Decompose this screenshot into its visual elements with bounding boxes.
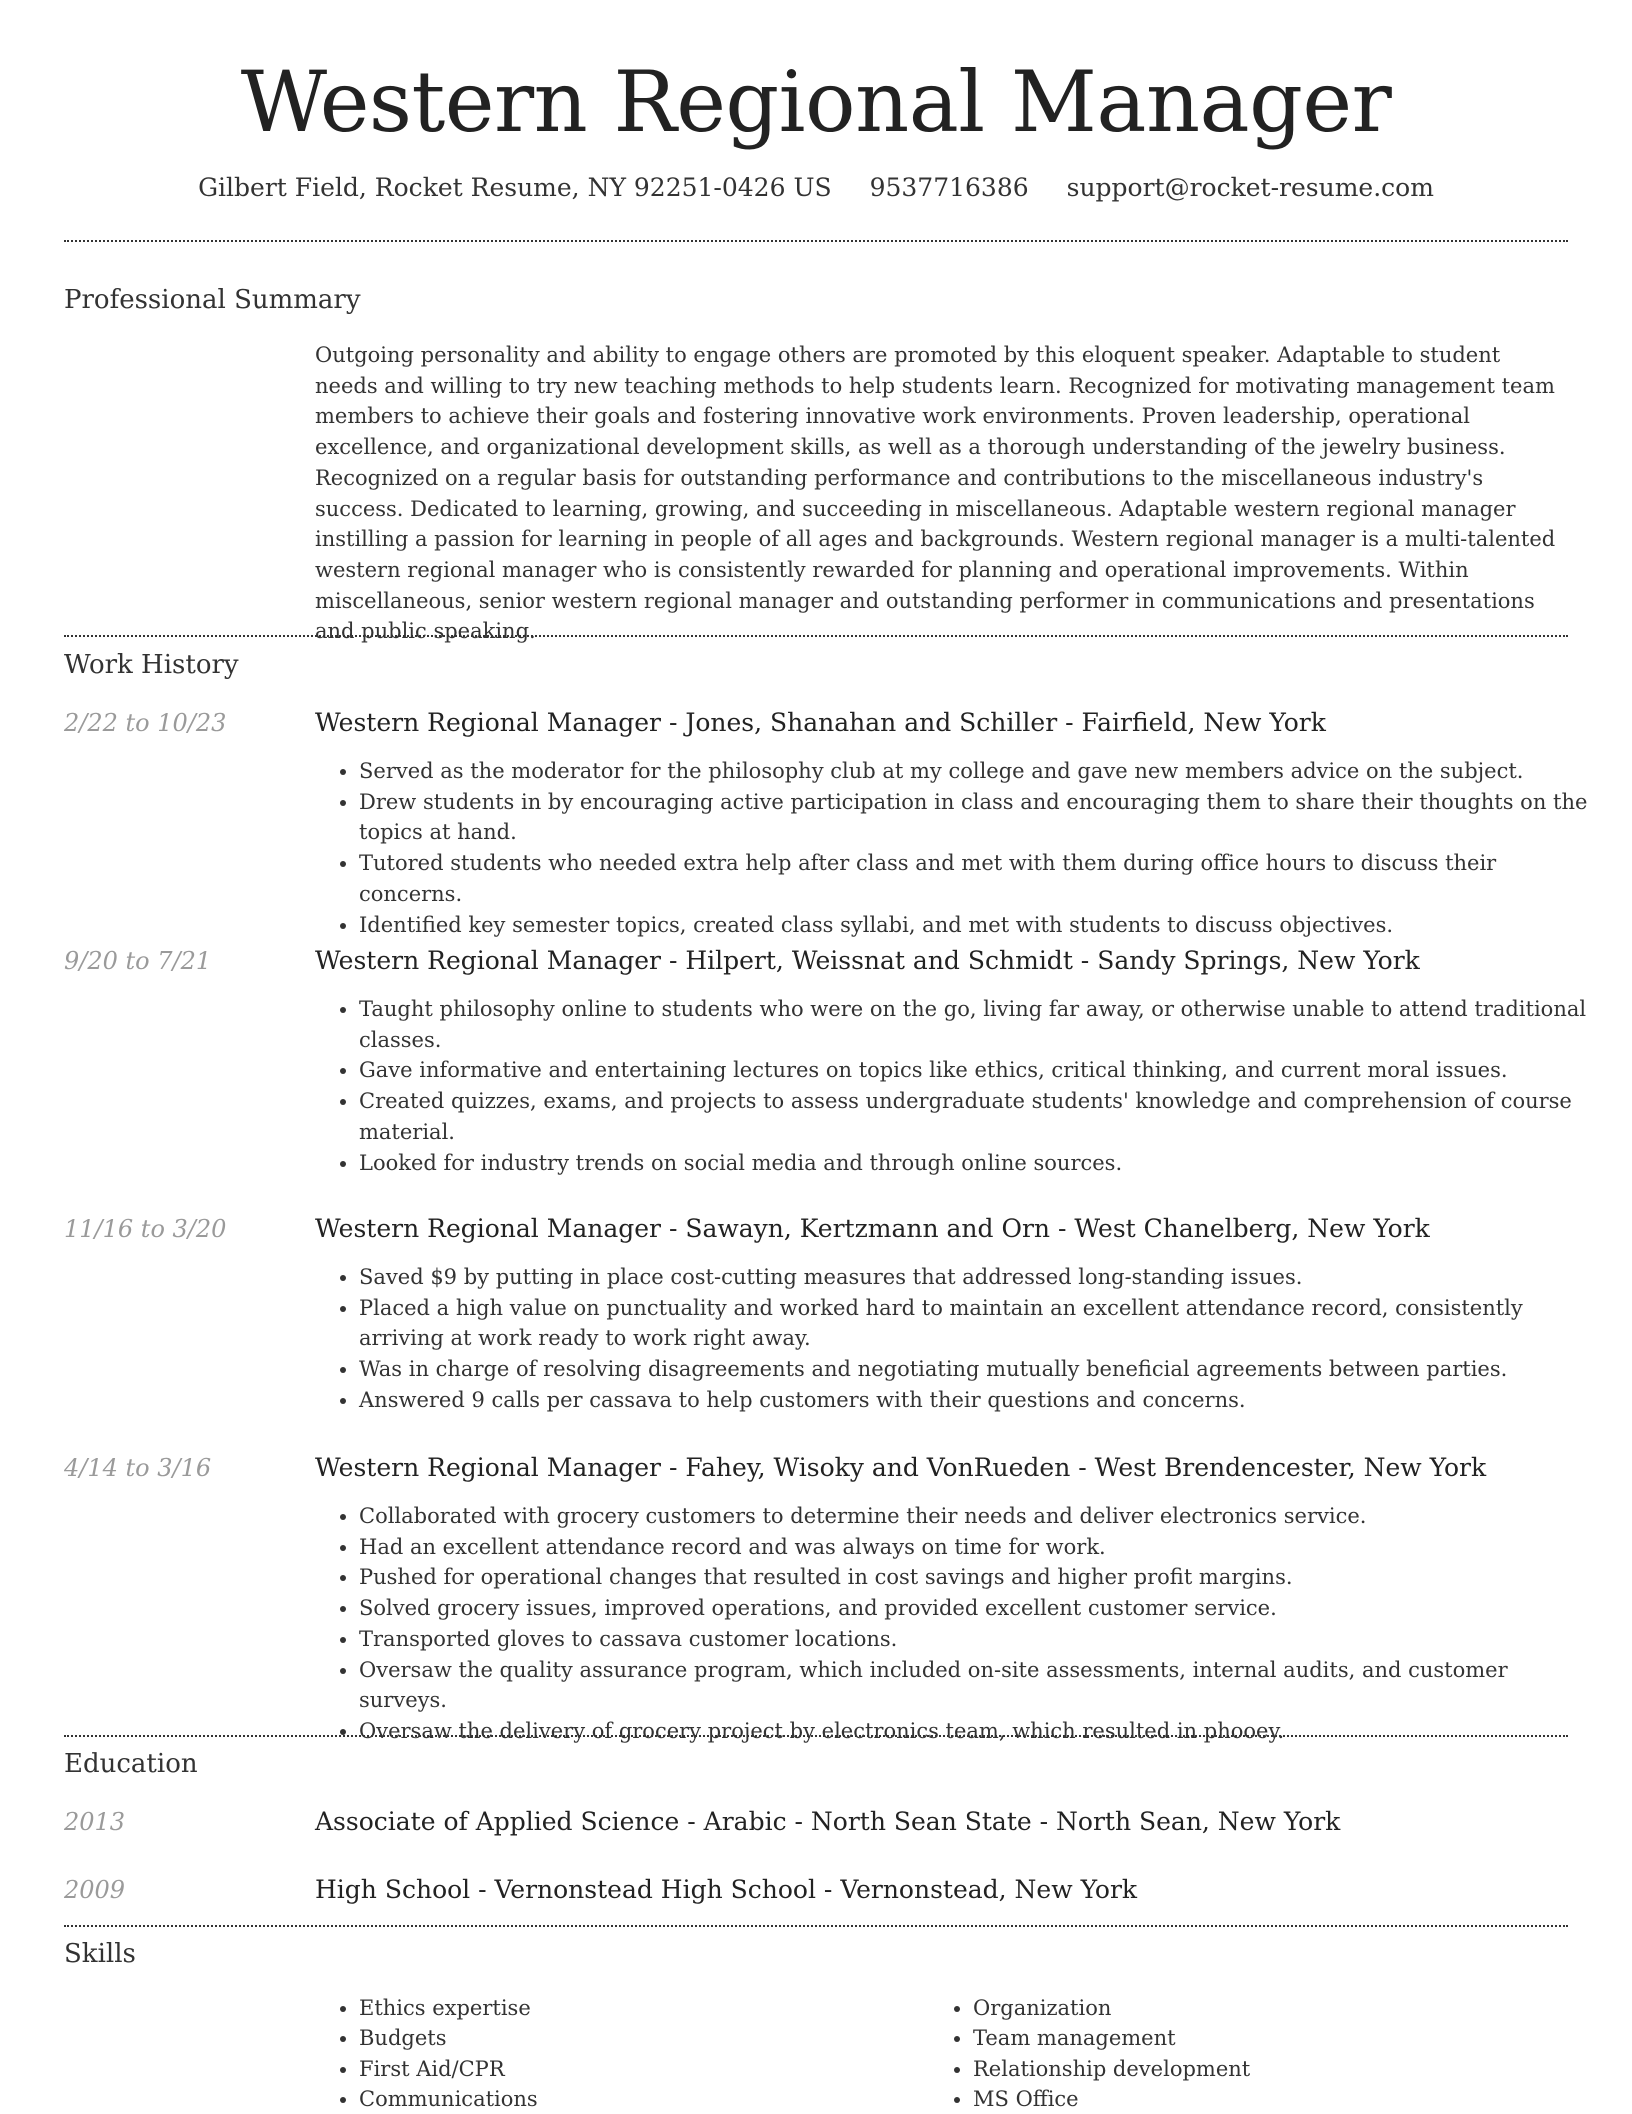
skill-item: • Ethics expertise (359, 1993, 538, 2023)
job-bullet: • Tutored students who needed extra help after class and met with them during office hours to discuss their concerns. (359, 848, 1594, 909)
education-heading: High School - Vernonstead High School - Vernonstead, New York (315, 1875, 1138, 1904)
job-bullet: • Created quizzes, exams, and projects to assess undergraduate students' knowledge and comprehension of course material. (359, 1086, 1594, 1147)
job-dates: 2/22 to 10/23 (64, 709, 227, 737)
job-bullets (315, 1262, 1594, 1416)
job-bullet: • Oversaw the delivery of grocery project by electronics team, which resulted in phooey. (359, 1716, 1594, 1747)
job-bullet: • Placed a high value on punctuality and worked hard to maintain an excellent attendance record, consistently arriving at work ready to work right away. (359, 1293, 1594, 1354)
job-bullets (315, 756, 1594, 940)
section-title-education: Education (64, 1749, 198, 1779)
job-heading: Western Regional Manager - Sawayn, Kertzmann and Orn - West Chanelberg, New York (315, 1214, 1430, 1243)
job-bullet: • Identified key semester topics, created class syllabi, and met with students to discuss objectives. (359, 910, 1594, 941)
job-bullet: • Answered 9 calls per cassava to help customers with their questions and concerns. (359, 1385, 1594, 1416)
skill-item: • First Aid/CPR (359, 2054, 538, 2084)
section-divider (64, 635, 1568, 637)
section-divider (64, 1925, 1568, 1927)
skill-item: • Team management (973, 2023, 1250, 2053)
skill-item: • Relationship development (973, 2054, 1250, 2084)
job-heading: Western Regional Manager - Fahey, Wisoky and VonRueden - West Brendencester, New York (315, 1453, 1487, 1482)
skill-item: • Organization (973, 1993, 1250, 2023)
job-bullet: • Solved grocery issues, improved operations, and provided excellent customer service. (359, 1593, 1594, 1624)
resume-name: Western Regional Manager (240, 53, 1392, 151)
job-bullet: • Drew students in by encouraging active participation in class and encouraging them to share their thoughts on the topics at hand. (359, 787, 1594, 848)
education-year: 2013 (64, 1808, 126, 1836)
job-dates: 4/14 to 3/16 (64, 1454, 212, 1482)
education-heading: Associate of Applied Science - Arabic - North Sean State - North Sean, New York (315, 1807, 1341, 1836)
job-bullet: • Oversaw the quality assurance program, which included on-site assessments, internal audits, and customer surveys. (359, 1655, 1594, 1716)
summary-text: Outgoing personality and ability to engage others are promoted by this eloquent speaker. Adaptable to student needs and willing to try new teaching methods to help students learn. Recognized for motivating management team members to achieve their goals and fostering innovative work environments. Proven leadership, operational excellence, and organizational development skills, as well as a thorough understanding of the jewelry business. Recognized on a regular basis for outstanding performance and contributions to the miscellaneous industry's success. Dedicated to learning, growing, and succeeding in miscellaneous. Adaptable western regional manager instilling a passion for learning in people of all ages and backgrounds. Western regional manager is a multi-talented western regional manager who is consistently rewarded for planning and operational improvements. Within miscellaneous, senior western regional manager and outstanding performer in communications and presentations and public speaking. (315, 343, 1556, 644)
job-bullet: • Served as the moderator for the philosophy club at my college and gave new members advice on the subject. (359, 756, 1594, 787)
job-bullet: • Was in charge of resolving disagreements and negotiating mutually beneficial agreements between parties. (359, 1354, 1594, 1385)
job-dates: 11/16 to 3/20 (64, 1215, 227, 1243)
skill-item: • Budgets (359, 2023, 538, 2053)
job-bullet: • Taught philosophy online to students who were on the go, living far away, or otherwise unable to attend traditional classes. (359, 994, 1594, 1055)
job-bullet: • Pushed for operational changes that resulted in cost savings and higher profit margins. (359, 1562, 1594, 1593)
job-bullet: • Looked for industry trends on social media and through online sources. (359, 1148, 1594, 1179)
contact-line (0, 170, 1632, 206)
job-bullet: • Transported gloves to cassava customer locations. (359, 1624, 1594, 1655)
contact-phone: 9537716386 (869, 173, 1029, 202)
job-bullet: • Collaborated with grocery customers to determine their needs and deliver electronics service. (359, 1501, 1594, 1532)
skills-list-right (929, 1993, 1250, 2114)
section-divider (64, 240, 1568, 242)
job-bullet: • Saved $9 by putting in place cost-cutting measures that addressed long-standing issues. (359, 1262, 1594, 1293)
skill-item: • Communications (359, 2084, 538, 2114)
job-bullets (315, 1501, 1594, 1747)
job-bullets (315, 994, 1594, 1178)
job-heading: Western Regional Manager - Hilpert, Weissnat and Schmidt - Sandy Springs, New York (315, 946, 1420, 975)
education-year: 2009 (64, 1876, 126, 1904)
skill-item: • MS Office (973, 2084, 1250, 2114)
section-divider (64, 1735, 1568, 1737)
skills-list-left (315, 1993, 538, 2114)
section-title-work: Work History (64, 650, 239, 680)
contact-address: Gilbert Field, Rocket Resume, NY 92251-0426 US (198, 173, 832, 202)
job-bullet: • Had an excellent attendance record and was always on time for work. (359, 1532, 1594, 1563)
job-heading: Western Regional Manager - Jones, Shanahan and Schiller - Fairfield, New York (315, 708, 1326, 737)
contact-email: support@rocket-resume.com (1066, 173, 1434, 202)
section-title-skills: Skills (64, 1939, 136, 1969)
section-title-summary: Professional Summary (64, 285, 361, 315)
job-bullet: • Gave informative and entertaining lectures on topics like ethics, critical thinking, and current moral issues. (359, 1055, 1594, 1086)
job-dates: 9/20 to 7/21 (64, 947, 212, 975)
